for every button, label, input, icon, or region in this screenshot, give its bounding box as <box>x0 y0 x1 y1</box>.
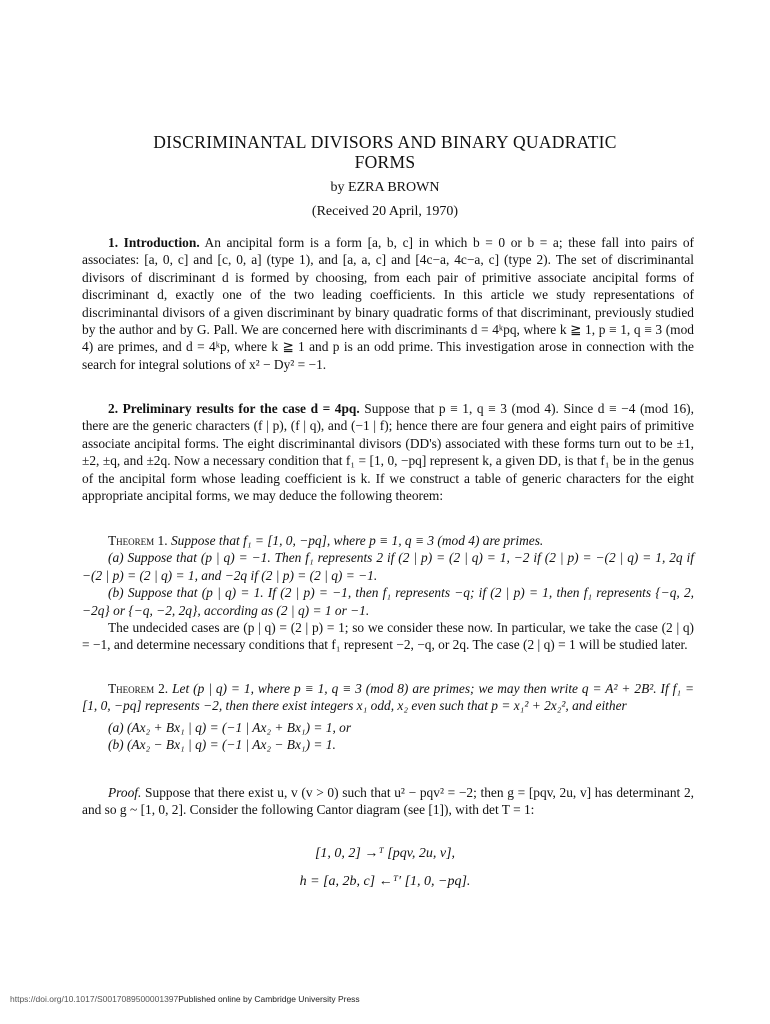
cantor-diagram-line2: h = [a, 2b, c] ←ᵀ′ [1, 0, −pq]. <box>299 874 471 889</box>
preliminary-paragraph <box>82 400 694 504</box>
section-heading: 1. Introduction. <box>108 235 200 250</box>
paragraph-text: An ancipital form is a form [a, b, c] in which b = 0 or b = a; these fall into pairs of associates: [a, 0, c] and [c, 0, a] (type 1), and [a, a, c] and [4c−a, 4c−a, c] (type 2). The set of discriminantal divisors of discriminant d is formed by choosing, from each pair of primitive associate ancipital forms of discriminant d, exactly one of the two leading coefficients. In this article we study representations of discriminantal divisors of a given discriminant by binary quadratic forms of that discriminant, previously studied by the author and by G. Pall. We are concerned here with discriminants d = 4ᵏpq, where k ≧ 1, p ≡ 1, q ≡ 3 (mod 4) are primes, and d = 4ᵏp, where k ≧ 1 and p is an odd prime. This investigation arose in connection with the search for integral solutions of x² − Dy² = −1. <box>82 235 694 372</box>
theorem-2-statement <box>82 680 694 715</box>
introduction-paragraph <box>82 234 694 373</box>
paragraph-text: Suppose that p ≡ 1, q ≡ 3 (mod 4). Since d ≡ −4 (mod 16), there are the generic characters (f | p), (f | q), and (−1 | f); hence there are four genera and eight pairs of primitive associate ancipital forms. The eight discriminantal divisors (DD's) associated with these forms turn out to be ±1, ±2, ±q, and ±2q. Now a necessary condition that f₁ = [1, 0, −pq] represent k, a given DD, is that f₁ be in the genus of the ancipital form whose leading coefficient is k. If we construct a table of generic characters for the eight appropriate ancipital forms, we may deduce the following theorem: <box>82 401 694 504</box>
publisher-note: Published online by Cambridge University Press <box>178 994 360 1004</box>
undecided-paragraph: The undecided cases are (p | q) = (2 | p) = 1; so we consider these now. In particular, we take the case (2 | q) = −1, and determine necessary conditions that f₁ represent −2, −q, or 2q. The case (2 | q) = 1 will be studied later. <box>82 620 694 653</box>
doi-link[interactable]: https://doi.org/10.1017/S0017089500001397 <box>10 994 179 1004</box>
theorem-label: Theorem 1. <box>108 533 168 548</box>
theorem-2 <box>82 680 694 754</box>
paper-title-line1: DISCRIMINANTAL DIVISORS AND BINARY QUADRATIC <box>153 132 617 152</box>
theorem-text: Suppose that f₁ = [1, 0, −pq], where p ≡ 1, q ≡ 3 (mod 4) are primes. <box>170 533 544 548</box>
section-introduction <box>82 234 694 373</box>
proof-label: Proof. <box>108 785 142 800</box>
theorem-text: Let (p | q) = 1, where p ≡ 1, q ≡ 3 (mod 8) are primes; we may then write q = A² + 2B². If f₁ = [1, 0, −pq] represents −2, then there exist integers x₁ odd, x₂ even such that p = x₁² + 2x₂², and either <box>82 681 694 714</box>
theorem-1-part-a: (a) Suppose that (p | q) = −1. Then f₁ represents 2 if (2 | p) = (2 | q) = 1, −2 if (2 | p) = −(2 | q) = 1, 2q if −(2 | p) = (2 | q) = 1, and −2q if (2 | p) = (2 | q) = −1. <box>82 550 694 583</box>
theorem-1 <box>82 532 694 654</box>
proof-text: Suppose that there exist u, v (v > 0) such that u² − pqv² = −2; then g = [pqv, 2u, v] has determinant 2, and so g ~ [1, 0, 2]. Consider the following Cantor diagram (see [1]), with det T = 1: <box>82 785 694 818</box>
author-byline: by EZRA BROWN <box>330 180 440 195</box>
theorem-2-item-a: (a) (Ax₂ + Bx₁ | q) = (−1 | Ax₂ + Bx₁) = 1, or <box>108 719 352 735</box>
theorem-1-statement <box>82 532 694 549</box>
paper-title-line2: FORMS <box>354 152 416 172</box>
section-heading: 2. Preliminary results for the case d = 4pq. <box>108 401 360 416</box>
cantor-diagram-line1: [1, 0, 2] →ᵀ [pqv, 2u, v], <box>314 846 456 861</box>
theorem-2-item-b: (b) (Ax₂ − Bx₁ | q) = (−1 | Ax₂ − Bx₁) = 1. <box>108 737 336 753</box>
proof-paragraph <box>82 784 694 819</box>
theorem-label: Theorem 2. <box>108 681 169 696</box>
section-preliminary <box>82 400 694 504</box>
page-footer <box>10 994 360 1004</box>
received-date: (Received 20 April, 1970) <box>311 204 459 219</box>
proof <box>82 784 694 819</box>
theorem-1-part-b: (b) Suppose that (p | q) = 1. If (2 | p) = −1, then f₁ represents −q; if (2 | p) = 1, then f₁ represents {−q, 2, −2q} or {−q, −2, 2q}, according as (2 | q) = 1 or −1. <box>82 585 694 618</box>
